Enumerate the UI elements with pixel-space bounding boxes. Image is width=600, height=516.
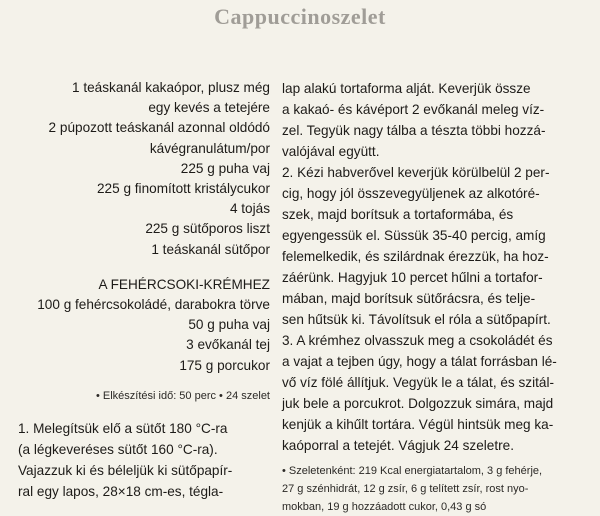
method-line: záérünk. Hagyjuk 10 percet hűlni a tortafor-: [282, 270, 543, 285]
ingredient-list: [18, 78, 270, 260]
ingredient-line: 1 teáskanál kakaópor, plusz még: [72, 80, 270, 95]
cream-ingredient-list: [18, 275, 270, 376]
ingredient-line: kávégranulátum/por: [149, 140, 270, 156]
ingredient-line: 175 g porcukor: [179, 357, 270, 373]
method-line: (a légkeveréses sütőt 160 °C-ra).: [18, 441, 218, 457]
right-column: [282, 78, 592, 516]
method-line: a kakaó- és kávéport 2 evőkanál meleg víz-: [282, 102, 545, 117]
method-line: egyengessük el. Süssük 35-40 percig, amíg: [282, 228, 546, 243]
ingredient-line: 1 teáskanál sütőpor: [151, 241, 270, 257]
ingredient-line: 225 g sütőporos liszt: [145, 221, 270, 237]
ingredient-line: egy kevés a tetejére: [148, 100, 270, 116]
method-line: mában, majd borítsuk sütőrácsra, és telje-: [282, 291, 536, 306]
prep-meta: • Elkészítési idő: 50 perc • 24 szelet: [95, 389, 270, 402]
method-line: lap alakú tortaforma alját. Keverjük össze: [282, 81, 531, 96]
method-line: felemelkedik, és szilárdnak érezzük, ha hoz-: [282, 249, 549, 264]
ingredient-line: 225 g puha vaj: [180, 160, 270, 176]
method-line: sen hűtsük ki. Távolítsuk el róla a sütőpapírt.: [282, 312, 551, 327]
method-line: ral egy lapos, 28×18 cm-es, tégla-: [18, 483, 224, 499]
method-line: valójával együtt.: [282, 144, 380, 159]
ingredient-line: 3 evőkanál tej: [186, 337, 270, 353]
ingredient-line: 4 tojás: [229, 201, 270, 217]
method-line: 1. Melegítsük elő a sütőt 180 °C-ra: [18, 420, 228, 436]
ingredient-line: 50 g puha vaj: [188, 317, 270, 333]
cream-heading: A FEHÉRCSOKI-KRÉMHEZ: [98, 276, 270, 292]
method-line: kenjük a kihűlt tortára. Végül hintsük meg ka-: [282, 417, 554, 432]
method-line: juk bele a porcukrot. Dolgozzuk simára, majd: [282, 396, 554, 411]
method-step-1-start: [18, 418, 270, 502]
method-line: 2. Kézi habverővel keverjük körülbelül 2 per-: [282, 165, 550, 180]
recipe-title: Cappuccinoszelet: [214, 4, 386, 29]
ingredient-line: 2 púpozott teáskanál azonnal oldódó: [48, 120, 270, 136]
method-line: kaóporral a tetejét. Vágjuk 24 szeletre.: [282, 438, 514, 453]
left-column: [18, 78, 270, 502]
nutrition-line: • Szeletenként: 219 Kcal energiatartalom, 3 g fehérje,: [282, 465, 543, 477]
nutrition-line: 27 g szénhidrát, 12 g zsír, 6 g telített zsír, rost nyo-: [282, 483, 529, 495]
method-line: cig, hogy jól összevegyüljenek az alkotóré-: [282, 186, 540, 201]
method-line: zel. Tegyük nagy tálba a tészta többi hozzá-: [282, 123, 546, 138]
method-text: [282, 78, 592, 456]
method-line: Vajazzuk ki és béleljük ki sütőpapír-: [18, 462, 233, 478]
ingredient-line: 225 g finomított kristálycukor: [96, 181, 270, 197]
method-line: vő víz fölé állítjuk. Vegyük le a tálat, és szitál-: [282, 375, 555, 390]
method-line: 3. A krémhez olvasszuk meg a csokoládét és: [282, 333, 553, 348]
nutrition-line: mokban, 19 g hozzáadott cukor, 0,43 g só: [282, 501, 487, 513]
method-line: szek, majd borítsuk a tortaformába, és: [282, 207, 514, 222]
ingredient-line: 100 g fehércsokoládé, darabokra törve: [37, 297, 270, 313]
method-line: a vajat a tejben úgy, hogy a tálat forrásban lé-: [282, 354, 557, 369]
